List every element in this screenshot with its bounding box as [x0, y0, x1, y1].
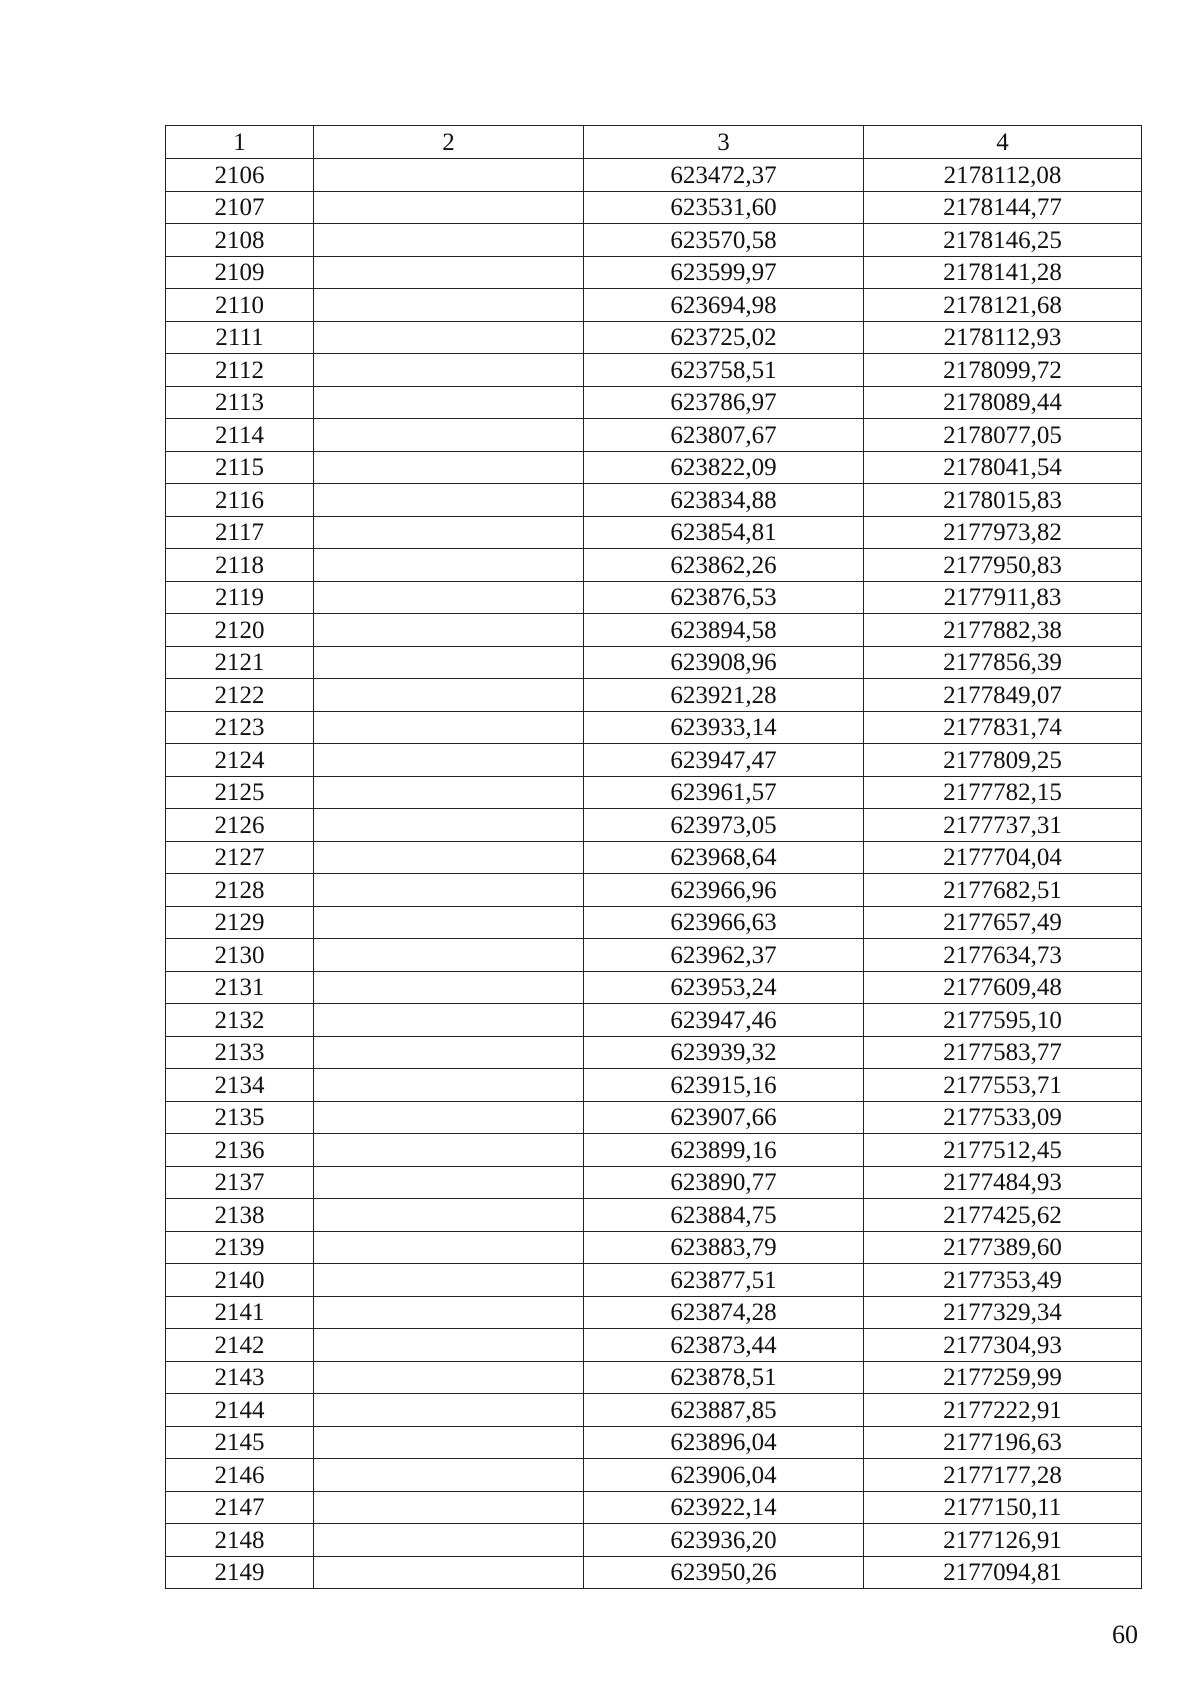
x-coordinate-cell: 623966,63 — [584, 906, 864, 939]
y-coordinate-cell: 2177126,91 — [864, 1524, 1142, 1557]
point-number-cell: 2123 — [166, 711, 314, 744]
table-row — [166, 809, 1142, 842]
x-coordinate-cell: 623883,79 — [584, 1231, 864, 1264]
table-body — [166, 159, 1142, 1589]
point-number-cell: 2140 — [166, 1264, 314, 1297]
description-cell — [314, 1491, 584, 1524]
point-number-cell: 2117 — [166, 516, 314, 549]
y-coordinate-cell: 2177856,39 — [864, 646, 1142, 679]
point-number-cell: 2108 — [166, 224, 314, 257]
table-row — [166, 1491, 1142, 1524]
x-coordinate-cell: 623862,26 — [584, 549, 864, 582]
table-row — [166, 874, 1142, 907]
description-cell — [314, 939, 584, 972]
description-cell — [314, 256, 584, 289]
description-cell — [314, 1069, 584, 1102]
y-coordinate-cell: 2177177,28 — [864, 1459, 1142, 1492]
y-coordinate-cell: 2177973,82 — [864, 516, 1142, 549]
column-header-1: 1 — [166, 126, 314, 159]
description-cell — [314, 1101, 584, 1134]
y-coordinate-cell: 2178141,28 — [864, 256, 1142, 289]
point-number-cell: 2148 — [166, 1524, 314, 1557]
point-number-cell: 2138 — [166, 1199, 314, 1232]
description-cell — [314, 581, 584, 614]
point-number-cell: 2109 — [166, 256, 314, 289]
point-number-cell: 2149 — [166, 1556, 314, 1589]
table-row — [166, 906, 1142, 939]
table-row — [166, 971, 1142, 1004]
point-number-cell: 2144 — [166, 1394, 314, 1427]
point-number-cell: 2118 — [166, 549, 314, 582]
y-coordinate-cell: 2178121,68 — [864, 289, 1142, 322]
y-coordinate-cell: 2177595,10 — [864, 1004, 1142, 1037]
description-cell — [314, 809, 584, 842]
description-cell — [314, 191, 584, 224]
table-row — [166, 1264, 1142, 1297]
y-coordinate-cell: 2177353,49 — [864, 1264, 1142, 1297]
point-number-cell: 2136 — [166, 1134, 314, 1167]
x-coordinate-cell: 623531,60 — [584, 191, 864, 224]
x-coordinate-cell: 623950,26 — [584, 1556, 864, 1589]
coordinates-table — [165, 125, 1142, 1589]
description-cell — [314, 484, 584, 517]
y-coordinate-cell: 2177484,93 — [864, 1166, 1142, 1199]
table-row — [166, 159, 1142, 192]
table-row — [166, 1069, 1142, 1102]
x-coordinate-cell: 623570,58 — [584, 224, 864, 257]
table-row — [166, 256, 1142, 289]
table-row — [166, 224, 1142, 257]
table-row — [166, 516, 1142, 549]
column-header-2: 2 — [314, 126, 584, 159]
point-number-cell: 2119 — [166, 581, 314, 614]
table-row — [166, 711, 1142, 744]
table-row — [166, 1036, 1142, 1069]
table-row — [166, 1101, 1142, 1134]
column-header-4: 4 — [864, 126, 1142, 159]
y-coordinate-cell: 2177222,91 — [864, 1394, 1142, 1427]
x-coordinate-cell: 623878,51 — [584, 1361, 864, 1394]
point-number-cell: 2131 — [166, 971, 314, 1004]
point-number-cell: 2120 — [166, 614, 314, 647]
point-number-cell: 2107 — [166, 191, 314, 224]
x-coordinate-cell: 623887,85 — [584, 1394, 864, 1427]
table-row — [166, 549, 1142, 582]
description-cell — [314, 1036, 584, 1069]
table-row — [166, 1004, 1142, 1037]
x-coordinate-cell: 623758,51 — [584, 354, 864, 387]
y-coordinate-cell: 2177634,73 — [864, 939, 1142, 972]
x-coordinate-cell: 623947,46 — [584, 1004, 864, 1037]
x-coordinate-cell: 623472,37 — [584, 159, 864, 192]
point-number-cell: 2133 — [166, 1036, 314, 1069]
description-cell — [314, 711, 584, 744]
y-coordinate-cell: 2177782,15 — [864, 776, 1142, 809]
x-coordinate-cell: 623922,14 — [584, 1491, 864, 1524]
table-row — [166, 1524, 1142, 1557]
point-number-cell: 2110 — [166, 289, 314, 322]
table-row — [166, 419, 1142, 452]
description-cell — [314, 516, 584, 549]
x-coordinate-cell: 623834,88 — [584, 484, 864, 517]
y-coordinate-cell: 2177425,62 — [864, 1199, 1142, 1232]
x-coordinate-cell: 623936,20 — [584, 1524, 864, 1557]
description-cell — [314, 679, 584, 712]
description-cell — [314, 549, 584, 582]
description-cell — [314, 646, 584, 679]
x-coordinate-cell: 623874,28 — [584, 1296, 864, 1329]
y-coordinate-cell: 2178099,72 — [864, 354, 1142, 387]
point-number-cell: 2147 — [166, 1491, 314, 1524]
point-number-cell: 2121 — [166, 646, 314, 679]
table-row — [166, 939, 1142, 972]
point-number-cell: 2143 — [166, 1361, 314, 1394]
page-number: 60 — [1112, 1620, 1138, 1649]
y-coordinate-cell: 2177609,48 — [864, 971, 1142, 1004]
description-cell — [314, 1524, 584, 1557]
point-number-cell: 2115 — [166, 451, 314, 484]
y-coordinate-cell: 2177150,11 — [864, 1491, 1142, 1524]
y-coordinate-cell: 2178112,93 — [864, 321, 1142, 354]
description-cell — [314, 1329, 584, 1362]
x-coordinate-cell: 623947,47 — [584, 744, 864, 777]
description-cell — [314, 386, 584, 419]
x-coordinate-cell: 623899,16 — [584, 1134, 864, 1167]
y-coordinate-cell: 2177583,77 — [864, 1036, 1142, 1069]
y-coordinate-cell: 2177259,99 — [864, 1361, 1142, 1394]
description-cell — [314, 1296, 584, 1329]
table-row — [166, 321, 1142, 354]
point-number-cell: 2113 — [166, 386, 314, 419]
point-number-cell: 2106 — [166, 159, 314, 192]
table-row — [166, 581, 1142, 614]
y-coordinate-cell: 2177704,04 — [864, 841, 1142, 874]
description-cell — [314, 354, 584, 387]
y-coordinate-cell: 2178146,25 — [864, 224, 1142, 257]
point-number-cell: 2145 — [166, 1426, 314, 1459]
point-number-cell: 2126 — [166, 809, 314, 842]
point-number-cell: 2137 — [166, 1166, 314, 1199]
description-cell — [314, 1556, 584, 1589]
y-coordinate-cell: 2177682,51 — [864, 874, 1142, 907]
description-cell — [314, 224, 584, 257]
y-coordinate-cell: 2178089,44 — [864, 386, 1142, 419]
table-row — [166, 484, 1142, 517]
point-number-cell: 2125 — [166, 776, 314, 809]
table-row — [166, 1329, 1142, 1362]
y-coordinate-cell: 2177831,74 — [864, 711, 1142, 744]
description-cell — [314, 1004, 584, 1037]
description-cell — [314, 289, 584, 322]
x-coordinate-cell: 623915,16 — [584, 1069, 864, 1102]
point-number-cell: 2130 — [166, 939, 314, 972]
x-coordinate-cell: 623906,04 — [584, 1459, 864, 1492]
y-coordinate-cell: 2177657,49 — [864, 906, 1142, 939]
table-row — [166, 1296, 1142, 1329]
y-coordinate-cell: 2177809,25 — [864, 744, 1142, 777]
table-row — [166, 1426, 1142, 1459]
description-cell — [314, 1264, 584, 1297]
x-coordinate-cell: 623896,04 — [584, 1426, 864, 1459]
x-coordinate-cell: 623822,09 — [584, 451, 864, 484]
x-coordinate-cell: 623966,96 — [584, 874, 864, 907]
x-coordinate-cell: 623599,97 — [584, 256, 864, 289]
x-coordinate-cell: 623961,57 — [584, 776, 864, 809]
x-coordinate-cell: 623694,98 — [584, 289, 864, 322]
description-cell — [314, 1459, 584, 1492]
x-coordinate-cell: 623962,37 — [584, 939, 864, 972]
table-row — [166, 354, 1142, 387]
point-number-cell: 2111 — [166, 321, 314, 354]
table-row — [166, 1166, 1142, 1199]
table-row — [166, 1556, 1142, 1589]
table-header-row — [166, 126, 1142, 159]
x-coordinate-cell: 623876,53 — [584, 581, 864, 614]
table-row — [166, 1199, 1142, 1232]
table-row — [166, 386, 1142, 419]
point-number-cell: 2128 — [166, 874, 314, 907]
y-coordinate-cell: 2177196,63 — [864, 1426, 1142, 1459]
table-row — [166, 1134, 1142, 1167]
x-coordinate-cell: 623933,14 — [584, 711, 864, 744]
x-coordinate-cell: 623890,77 — [584, 1166, 864, 1199]
description-cell — [314, 614, 584, 647]
point-number-cell: 2112 — [166, 354, 314, 387]
description-cell — [314, 1394, 584, 1427]
x-coordinate-cell: 623953,24 — [584, 971, 864, 1004]
description-cell — [314, 874, 584, 907]
y-coordinate-cell: 2178112,08 — [864, 159, 1142, 192]
table-row — [166, 1459, 1142, 1492]
table-row — [166, 191, 1142, 224]
table-row — [166, 679, 1142, 712]
description-cell — [314, 776, 584, 809]
table-row — [166, 776, 1142, 809]
x-coordinate-cell: 623894,58 — [584, 614, 864, 647]
x-coordinate-cell: 623854,81 — [584, 516, 864, 549]
point-number-cell: 2142 — [166, 1329, 314, 1362]
point-number-cell: 2114 — [166, 419, 314, 452]
x-coordinate-cell: 623873,44 — [584, 1329, 864, 1362]
y-coordinate-cell: 2178041,54 — [864, 451, 1142, 484]
point-number-cell: 2146 — [166, 1459, 314, 1492]
table-row — [166, 646, 1142, 679]
point-number-cell: 2124 — [166, 744, 314, 777]
description-cell — [314, 1199, 584, 1232]
x-coordinate-cell: 623939,32 — [584, 1036, 864, 1069]
description-cell — [314, 159, 584, 192]
x-coordinate-cell: 623908,96 — [584, 646, 864, 679]
y-coordinate-cell: 2178015,83 — [864, 484, 1142, 517]
y-coordinate-cell: 2177094,81 — [864, 1556, 1142, 1589]
x-coordinate-cell: 623973,05 — [584, 809, 864, 842]
x-coordinate-cell: 623884,75 — [584, 1199, 864, 1232]
description-cell — [314, 971, 584, 1004]
x-coordinate-cell: 623968,64 — [584, 841, 864, 874]
table-row — [166, 614, 1142, 647]
point-number-cell: 2135 — [166, 1101, 314, 1134]
x-coordinate-cell: 623725,02 — [584, 321, 864, 354]
y-coordinate-cell: 2177533,09 — [864, 1101, 1142, 1134]
table-row — [166, 1361, 1142, 1394]
description-cell — [314, 1134, 584, 1167]
table-row — [166, 1231, 1142, 1264]
y-coordinate-cell: 2178144,77 — [864, 191, 1142, 224]
y-coordinate-cell: 2177911,83 — [864, 581, 1142, 614]
y-coordinate-cell: 2177950,83 — [864, 549, 1142, 582]
y-coordinate-cell: 2177849,07 — [864, 679, 1142, 712]
table-row — [166, 451, 1142, 484]
column-header-3: 3 — [584, 126, 864, 159]
point-number-cell: 2132 — [166, 1004, 314, 1037]
description-cell — [314, 419, 584, 452]
x-coordinate-cell: 623786,97 — [584, 386, 864, 419]
point-number-cell: 2116 — [166, 484, 314, 517]
y-coordinate-cell: 2177304,93 — [864, 1329, 1142, 1362]
point-number-cell: 2122 — [166, 679, 314, 712]
point-number-cell: 2134 — [166, 1069, 314, 1102]
table-row — [166, 744, 1142, 777]
description-cell — [314, 1166, 584, 1199]
point-number-cell: 2139 — [166, 1231, 314, 1264]
x-coordinate-cell: 623907,66 — [584, 1101, 864, 1134]
point-number-cell: 2127 — [166, 841, 314, 874]
description-cell — [314, 1231, 584, 1264]
y-coordinate-cell: 2177389,60 — [864, 1231, 1142, 1264]
description-cell — [314, 451, 584, 484]
point-number-cell: 2141 — [166, 1296, 314, 1329]
y-coordinate-cell: 2177553,71 — [864, 1069, 1142, 1102]
y-coordinate-cell: 2177512,45 — [864, 1134, 1142, 1167]
description-cell — [314, 906, 584, 939]
description-cell — [314, 1361, 584, 1394]
y-coordinate-cell: 2178077,05 — [864, 419, 1142, 452]
x-coordinate-cell: 623921,28 — [584, 679, 864, 712]
x-coordinate-cell: 623807,67 — [584, 419, 864, 452]
x-coordinate-cell: 623877,51 — [584, 1264, 864, 1297]
table-row — [166, 289, 1142, 322]
point-number-cell: 2129 — [166, 906, 314, 939]
description-cell — [314, 321, 584, 354]
description-cell — [314, 841, 584, 874]
table-row — [166, 841, 1142, 874]
description-cell — [314, 744, 584, 777]
y-coordinate-cell: 2177737,31 — [864, 809, 1142, 842]
y-coordinate-cell: 2177329,34 — [864, 1296, 1142, 1329]
y-coordinate-cell: 2177882,38 — [864, 614, 1142, 647]
description-cell — [314, 1426, 584, 1459]
table-row — [166, 1394, 1142, 1427]
